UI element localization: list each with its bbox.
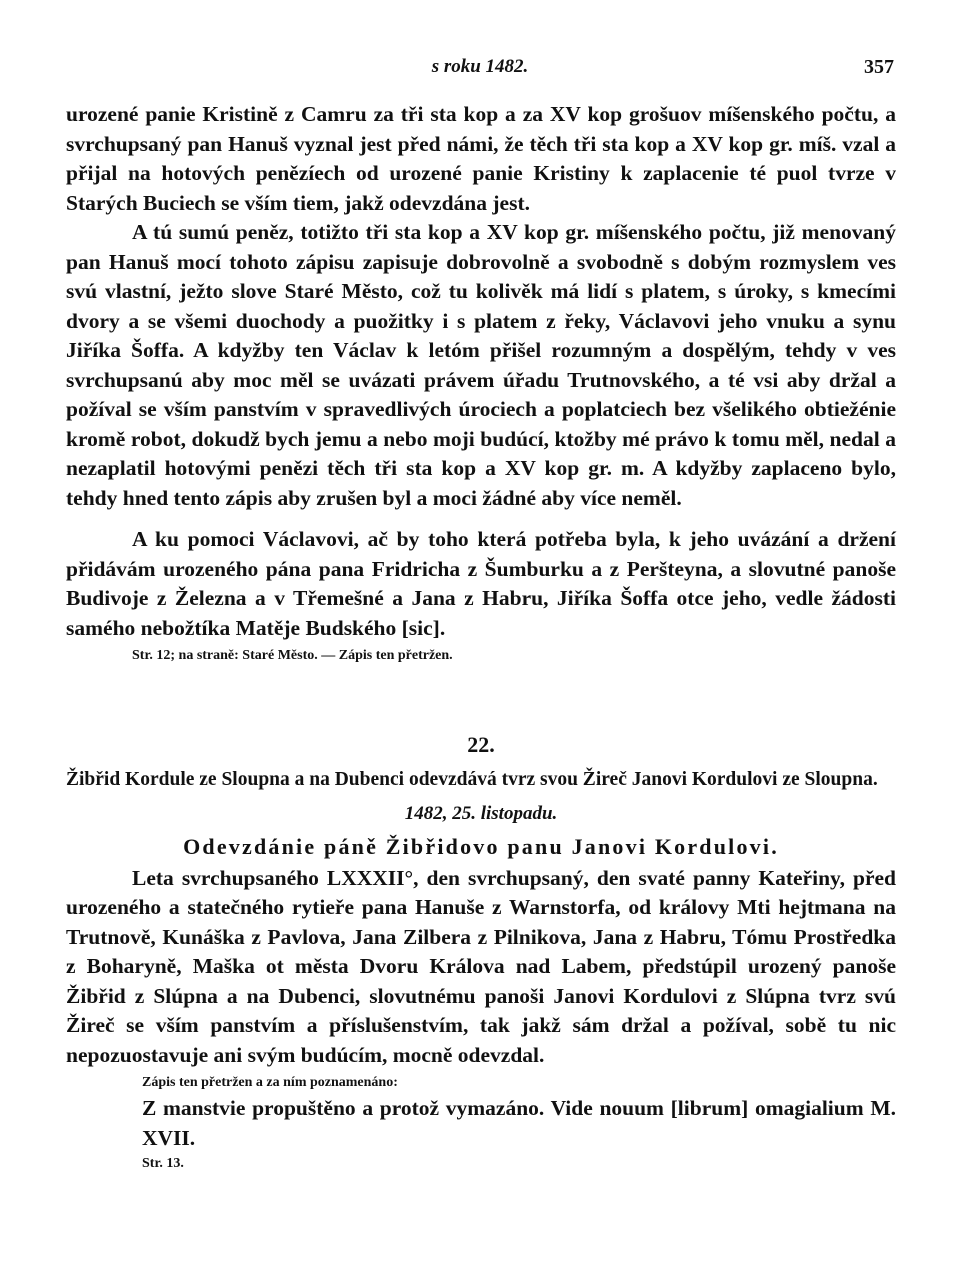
footnote: Zápis ten přetržen a za ním poznamenáno:: [142, 1075, 398, 1090]
paragraph: urozené panie Kristině z Camru za tři sta kop a za XV kop grošuov míšenského počtu, a svrchupsaný pan Hanuš vyznal jest před námi, že těch tři sta kop a XV kop gr. míš. vzal a přijal na hotových penězíech od urozené panie Kristiny k zaplacenie té puol tvrze v Starých Buciech se vším tiem, jakž odevzdána jest.: [66, 102, 896, 215]
page-header: [66, 56, 894, 86]
section-continued-text: [66, 100, 896, 667]
footnote: Str. 13.: [142, 1156, 184, 1171]
page-number: 357: [864, 56, 894, 78]
paragraph: Leta svrchupsaného LXXXII°, den svrchupsaný, den svaté panny Kateřiny, před urozeného a statečného rytieře pana Hanuše z Warnstorfa, od královy Mti hejtmana na Trutnově, Kunáška z Pavlova, Jana Zilbera z Pilnikova, Jana z Habru, Tómu Prostředka z Boharyně, Maška ot města Dvoru Králova nad Labem, předstúpil urozený panoše Žibřid z Slúpna a na Dubenci, slovutnému panoši Janovi Kordulovi z Slúpna tvrz svú Žireč se vším panstvím a příslušenstvím, tak jakž sám držal a požíval, sobě tu nic nepozuostavuje ani svým budúcím, mocně odevzdal.: [66, 865, 896, 1067]
document-date: 1482, 25. listopadu.: [404, 802, 558, 824]
paragraph: Z manstvie propuštěno a protož vymazáno. Vide nouum [librum] omagialium M. XVII.: [142, 1096, 896, 1150]
document-number: 22.: [467, 732, 495, 757]
paragraph: A ku pomoci Václavovi, ač by toho která potřeba byla, k jeho uvázání a držení přidávám urozeného pána pana Fridricha z Šumburku a z Peršteyna, a slovutné panoše Budivoje z Železna a v Třemešné a Jana z Habru, Jiříka Šoffa otce jeho, vedle žádosti samého nebožtíka Matěje Budského [sic].: [66, 527, 896, 640]
document-title: Odevzdánie páně Žibřidovo panu Janovi Kordulovi.: [183, 834, 779, 859]
paragraph: A tú sumú peněz, totižto tři sta kop a XV kop gr. míšenského počtu, již menovaný pan Hanuš mocí tohoto zápisu zapisuje dobrovolně a svobodně s dobým rozmyslem ves svú vlastní, ježto slove Staré Město, což tu kolivěk má lidí s platem, s úroky, s kmecími dvory a se všemi duochody a puožitky i s platem z řeky, Václavovi jeho vnuku a synu Jiříka Šoffa. A kdyžby ten Václav k letóm přišel rozumným a dospělým, tehdy v ves svrchupsanú aby moc měl se uvázati právem úřadu Trutnovského, a té vsi aby držal a požíval se vším panstvím v spravedlivých úrociech a poplatciech bez všelikého obtiežénie kromě robot, dokudž bych jemu a nebo moji budúcí, ktožby mé právo k tomu měl, nedal a nezaplatil hotovými penězi těch tři sta kop a XV kop gr. m. A kdyžby zaplaceno bylo, tehdy hned tento zápis aby zrušen byl a moci žádné aby více neměl.: [66, 220, 896, 510]
document-regest: Žibřid Kordule ze Sloupna a na Dubenci odevzdává tvrz svou Žireč Janovi Kordulovi ze Sloupna.: [66, 768, 878, 790]
running-title: s roku 1482.: [431, 56, 529, 77]
footnote: Str. 12; na straně: Staré Město. — Zápis ten přetržen.: [132, 648, 453, 663]
document-22: [66, 730, 896, 1175]
